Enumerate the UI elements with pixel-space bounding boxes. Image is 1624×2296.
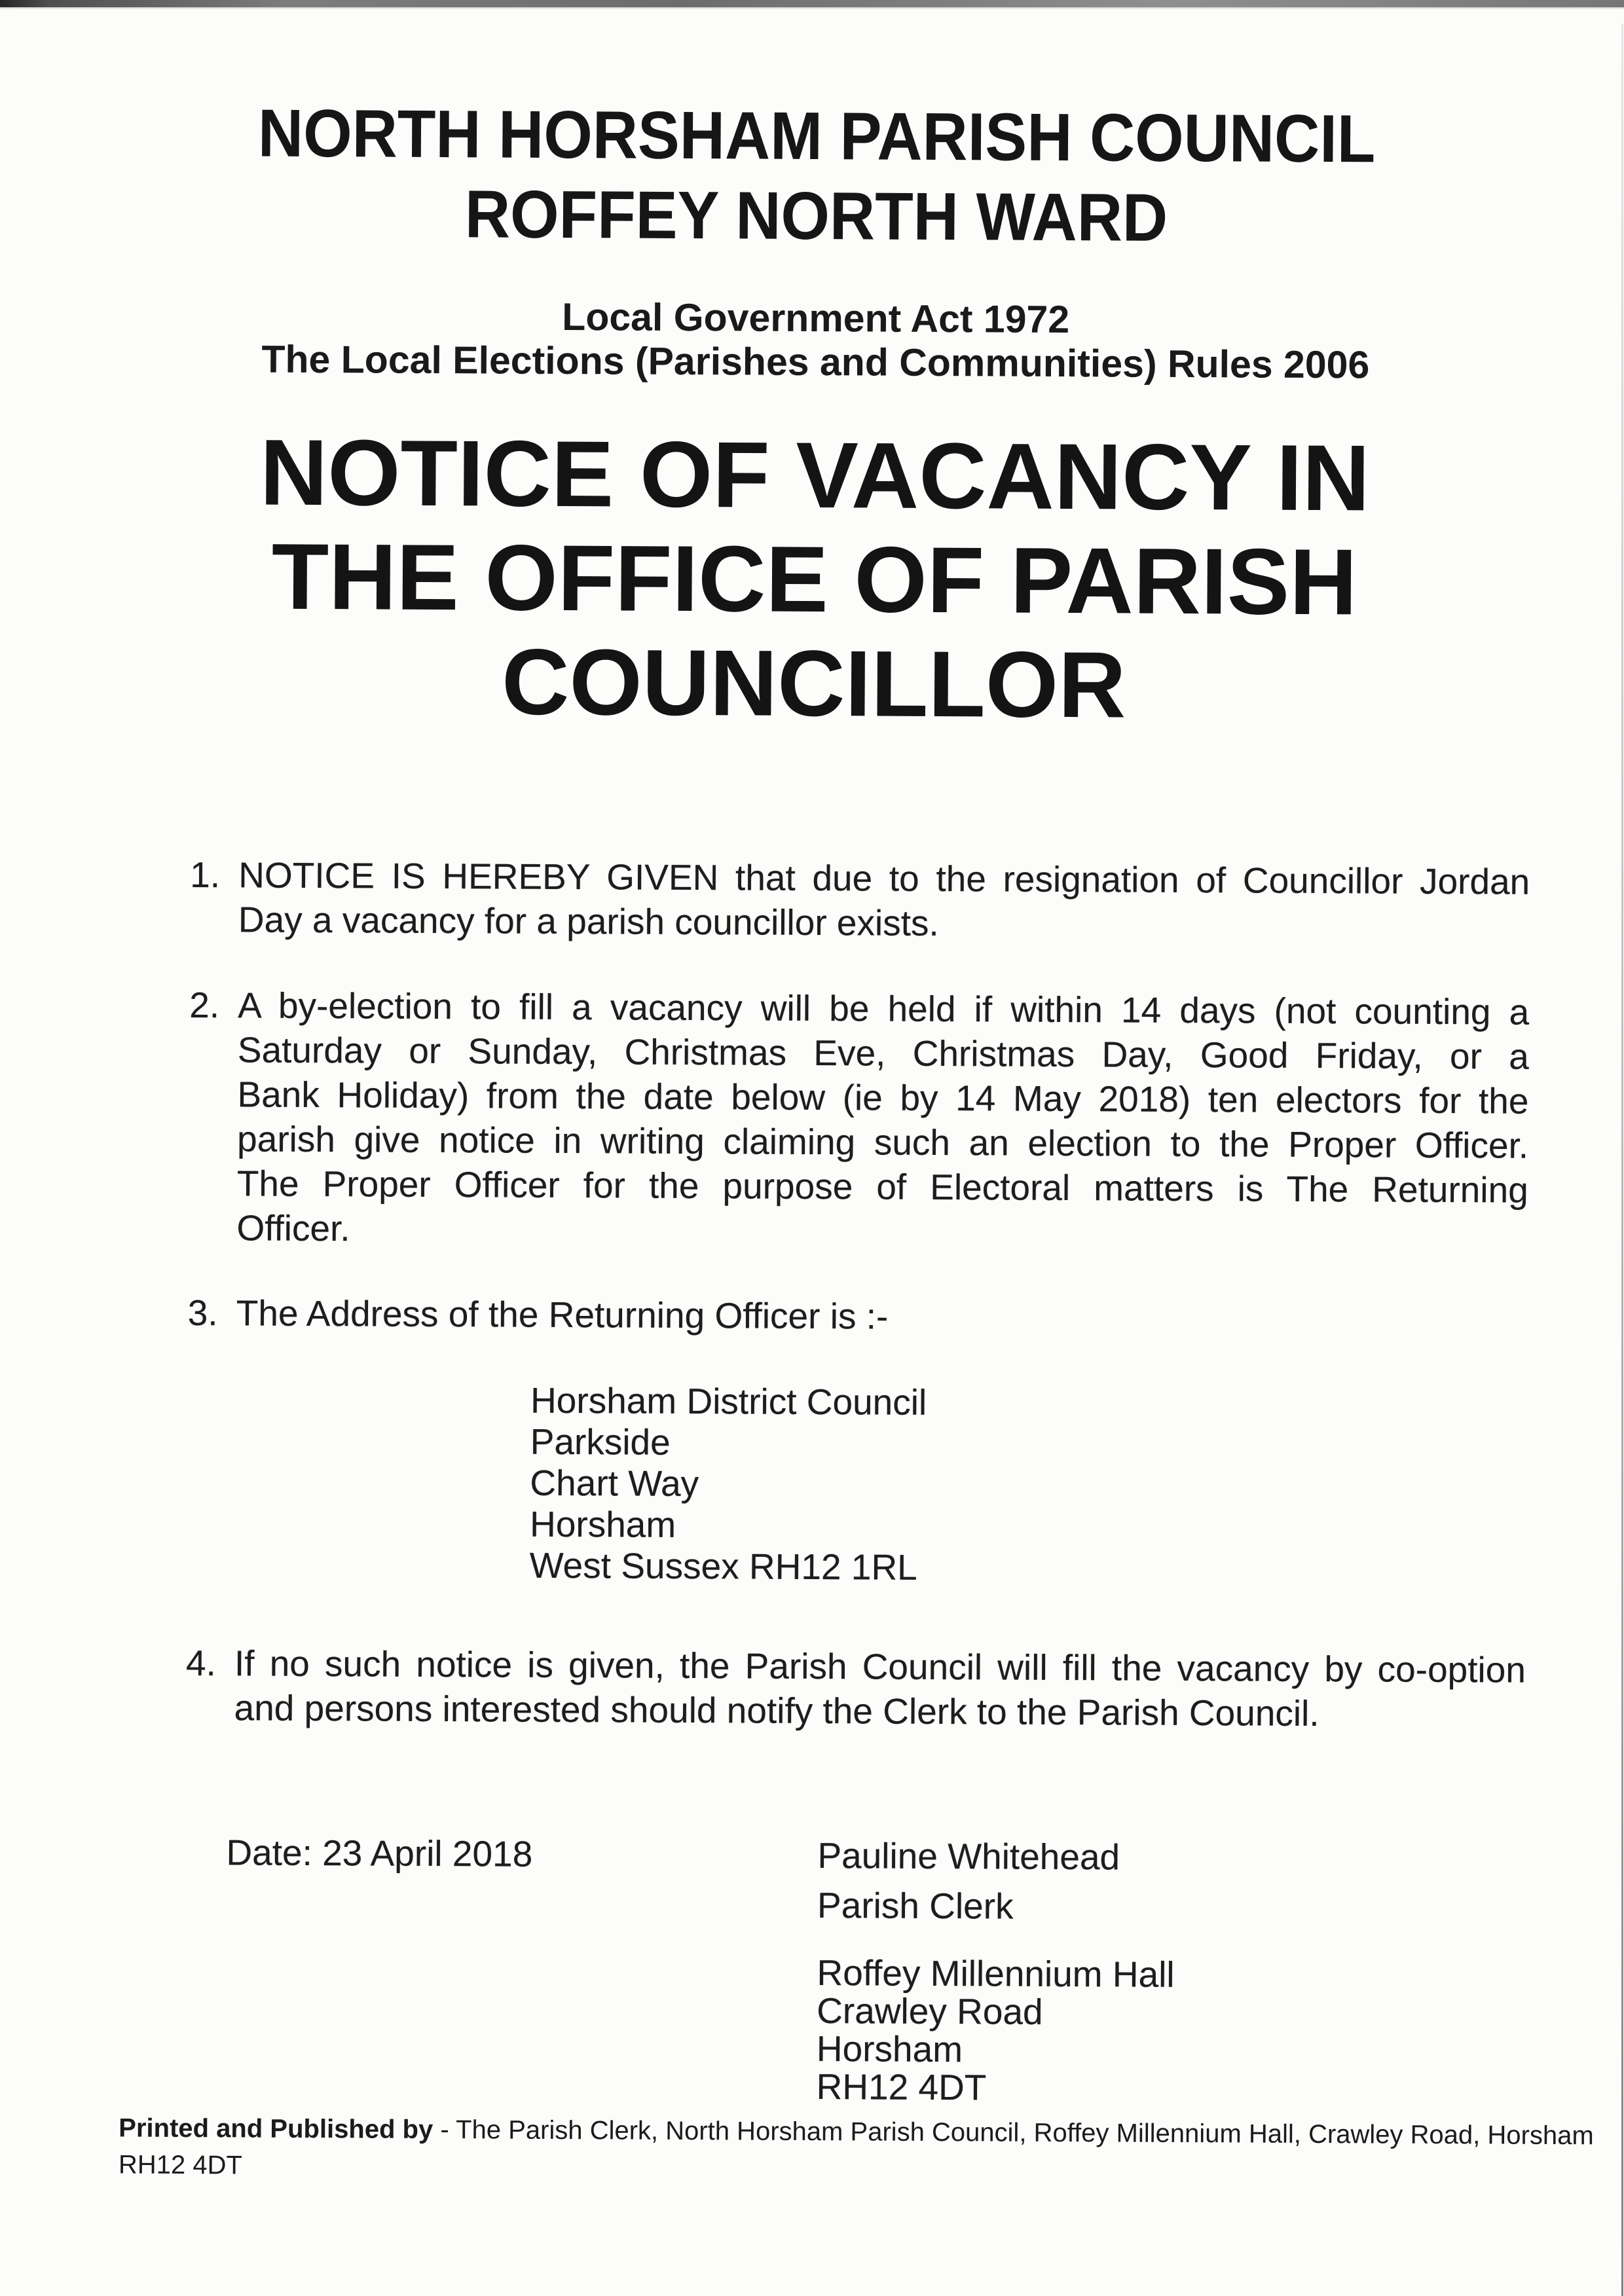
text-line: The Proper Officer for the purpose of Electoral matters is The Returning: [236, 1163, 1528, 1211]
text-line: Bank Holiday) from the date below (ie by 14 May 2018) ten electors for the: [237, 1074, 1529, 1121]
statute-references: [16, 293, 1615, 389]
text-line: Officer.: [236, 1207, 350, 1249]
text-line: The Address of the Returning Officer is :-: [236, 1292, 889, 1337]
item-2-number: 2.: [189, 985, 220, 1026]
text-line: Horsham: [816, 2028, 963, 2070]
item-2-text: [236, 983, 1529, 1256]
notice-item-3: [188, 1290, 1528, 1342]
rules-reference: The Local Elections (Parishes and Communities) Rules 2006: [261, 337, 1370, 387]
text-line: Roffey Millennium Hall: [817, 1952, 1175, 1995]
notice-item-1: [190, 852, 1530, 949]
text-line: Crawley Road: [817, 1990, 1043, 2032]
ward-name: ROFFEY NORTH WARD: [464, 176, 1168, 255]
item-3-number: 3.: [187, 1292, 218, 1334]
text-line: Horsham District Council: [530, 1379, 927, 1423]
clerk-name: Pauline Whitehead: [817, 1835, 1120, 1878]
notice-item-4: [185, 1641, 1526, 1737]
text-line: West Sussex RH12 1RL: [529, 1544, 917, 1588]
text-line: parish give notice in writing claiming such an election to the Proper Officer.: [236, 1118, 1529, 1166]
clerk-signoff: [816, 1831, 1175, 2107]
text-line: Day a vacancy for a parish councillor exists.: [238, 899, 939, 944]
notice-item-2: [188, 983, 1529, 1257]
text-line: Saturday or Sunday, Christmas Eve, Christmas Day, Good Friday, or a: [237, 1029, 1529, 1077]
footer-postcode: RH12 4DT: [118, 2150, 243, 2180]
clerk-role: Parish Clerk: [817, 1885, 1014, 1927]
text-line: NOTICE IS HEREBY GIVEN that due to the resignation of Councillor Jordan: [238, 854, 1530, 902]
item-1-text: [238, 852, 1530, 948]
text-line: Horsham: [529, 1503, 676, 1545]
text-line: NOTICE OF VACANCY IN: [259, 420, 1371, 531]
item-4-text: [234, 1641, 1526, 1736]
item-3-text: [236, 1290, 1528, 1341]
text-line: RH12 4DT: [816, 2066, 987, 2108]
returning-officer-address: [530, 1380, 927, 1588]
text-line: Chart Way: [530, 1462, 699, 1504]
text-line: and persons interested should notify the Clerk to the Parish Council.: [234, 1687, 1320, 1734]
footer-line: [119, 2109, 1594, 2154]
notice-title: [14, 420, 1614, 740]
footer-text: - The Parish Clerk, North Horsham Parish Council, Roffey Millennium Hall, Crawley Road, Horsham: [433, 2115, 1594, 2151]
act-reference: Local Government Act 1972: [562, 295, 1070, 342]
text-line: A by-election to fill a vacancy will be held if within 14 days (not counting a: [238, 985, 1530, 1032]
item-1-number: 1.: [190, 854, 221, 896]
text-line: Parkside: [530, 1421, 671, 1463]
text-line: If no such notice is given, the Parish Council will fill the vacancy by co-option: [234, 1643, 1526, 1690]
printed-published-label: Printed and Published by: [119, 2113, 434, 2144]
footer: [118, 2109, 1594, 2191]
item-4-number: 4.: [185, 1643, 216, 1684]
date-line: Date: 23 April 2018: [226, 1832, 533, 1874]
header: [17, 92, 1615, 261]
council-name: NORTH HORSHAM PARISH COUNCIL: [257, 95, 1376, 177]
text-line: THE OFFICE OF PARISH: [271, 524, 1357, 635]
text-line: COUNCILLOR: [501, 630, 1126, 738]
clerk-address: [816, 1954, 1174, 2107]
